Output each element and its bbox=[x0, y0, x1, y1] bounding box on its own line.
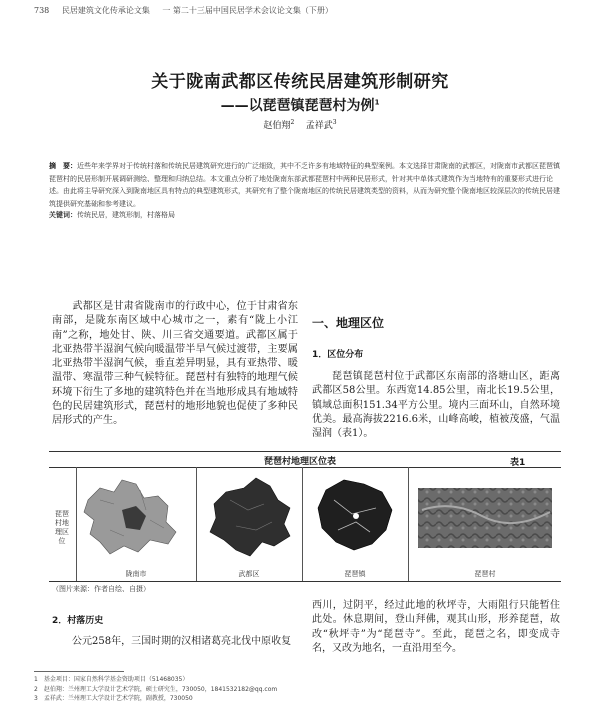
footnote: 1 基金项目：国家自然科学基金资助项目（51468035） bbox=[34, 676, 189, 683]
table-bottom-rule bbox=[49, 581, 561, 582]
section-1-paragraph: 琵琶镇琵琶村位于武都区东南部的洛塘山区，距离武都区58公里。东西宽14.85公里，南北长19.5公里，镇域总面积151.34平方公里。境内三面环山，自然环境优美。最高海拔2216.6米，山峰高峻，植被茂盛，气温湿润（表1）。 bbox=[312, 371, 560, 440]
author-2: 孟祥武 bbox=[305, 121, 333, 131]
abstract-label: 摘 要： bbox=[49, 162, 77, 170]
keywords bbox=[49, 210, 561, 220]
image-source-note: （图片来源：作者自绘、自摄） bbox=[52, 585, 150, 593]
caption-longnan: 陇南市 bbox=[125, 570, 147, 578]
caption-pipa-town: 琵琶镇 bbox=[344, 570, 366, 578]
wudu-district-map bbox=[200, 470, 298, 566]
paper-title: 关于陇南武都区传统民居建筑形制研究 bbox=[151, 72, 449, 92]
subtitle-footnote-mark: 1 bbox=[374, 98, 380, 107]
paper-subtitle bbox=[0, 95, 600, 115]
intro-column bbox=[52, 300, 298, 429]
footnote-rule bbox=[34, 671, 124, 672]
author-1-note: 2 bbox=[290, 119, 295, 126]
pipa-town-map bbox=[306, 470, 404, 566]
table-divider bbox=[196, 467, 197, 581]
table-row-header: 琵琶村地理区位 bbox=[55, 510, 69, 545]
section-2-left-body bbox=[52, 635, 298, 649]
section-1-subheading: 1．区位分布 bbox=[312, 350, 364, 360]
table-divider bbox=[76, 467, 77, 581]
section-2-subheading: 2．村落历史 bbox=[52, 616, 104, 626]
table-divider bbox=[302, 467, 303, 581]
table-title: 琵琶村地理区位表 bbox=[263, 457, 336, 467]
table-number: 表1 bbox=[510, 458, 526, 468]
footnote: 3 孟祥武：兰州理工大学设计艺术学院，副教授，730050 bbox=[34, 695, 193, 702]
section-1-heading: 一、地理区位 bbox=[312, 316, 385, 330]
subtitle-text: ——以琵琶镇琵琶村为例 bbox=[220, 98, 375, 114]
abstract bbox=[49, 160, 561, 210]
authors bbox=[0, 118, 600, 131]
intro-paragraph: 武都区是甘肃省陇南市的行政中心，位于甘肃省东南部，是陇东南区域中心城市之一，素有“陇上小江南”之称，地处甘、陕、川三省交通要道。武都区属于北亚热带半湿润气候向暖温带半旱气候过渡带，主要属北亚热带半湿润气候，垂直差异明显，具有亚热带、暖温带、寒温带三种气候特征。琵琶村有独特的地理气候环境下衍生了多地的建筑特色并在当地形成具有地域特色的民居建筑形式，琵琶村的地形地貌也促使了多种民居形式的产生。 bbox=[52, 301, 298, 427]
footnotes bbox=[34, 675, 277, 704]
pipa-village-satellite-image bbox=[412, 470, 558, 566]
section-2-left-paragraph: 公元258年，三国时期的汉相诸葛亮北伐中原收复 bbox=[72, 636, 292, 647]
keywords-text: 传统民居，建筑形制，村落格局 bbox=[77, 211, 175, 219]
longnan-city-map bbox=[80, 470, 192, 566]
footnote: 2 赵伯翔：兰州理工大学设计艺术学院，硕士研究生，730050，1841532182@qq.com bbox=[34, 685, 278, 693]
page-number: 738 bbox=[34, 6, 50, 15]
author-1: 赵伯翔 bbox=[263, 121, 291, 131]
proceedings-name: 一 第二十三届中国民居学术会议论文集（下册） bbox=[162, 6, 333, 15]
keywords-label: 关键词： bbox=[49, 211, 77, 219]
author-2-note: 3 bbox=[332, 119, 337, 126]
table-top-rule bbox=[49, 451, 561, 452]
section-1-body bbox=[312, 370, 560, 441]
caption-wudu: 武都区 bbox=[238, 570, 260, 578]
table-divider bbox=[408, 467, 409, 581]
journal-name: 民居建筑文化传承论文集 bbox=[61, 6, 150, 15]
caption-pipa-village: 琵琶村 bbox=[474, 570, 496, 578]
table-header-rule bbox=[49, 467, 561, 468]
section-2-right-body bbox=[312, 599, 560, 656]
abstract-text: 近些年来学界对于传统村落和传统民居建筑研究进行的广泛细致，其中不乏许多有地域特征的典型案例。本文选择甘肃陇南的武都区，对陇南市武都区琵琶镇琵琶村的民居形制开展调研测绘、整理和归纳总结。本文重点分析了地处陇南东部武都琵琶村中两种民居形式，针对其中单体式建筑作为当地特有的重要形式进行论述。由此将主导研究深入到陇南地区具有特点的典型建筑形式，其研究有了整个陇南地区的传统民居建筑类型的资料，从而为研究整个陇南地区较深层次的传统民居建筑提供研究基础和参考建议。 bbox=[49, 162, 560, 208]
section-2-right-paragraph: 西川，过阴平，经过此地的秋坪寺，大雨阻行只能暂住此处。休息期间，登山拜佛，观其山形，形养琵琶，故改“秋坪寺”为“琵琶寺”。至此，琵琶之名，即变成寺名，又改为地名，一直沿用至今。 bbox=[312, 600, 560, 654]
running-header bbox=[34, 5, 343, 16]
